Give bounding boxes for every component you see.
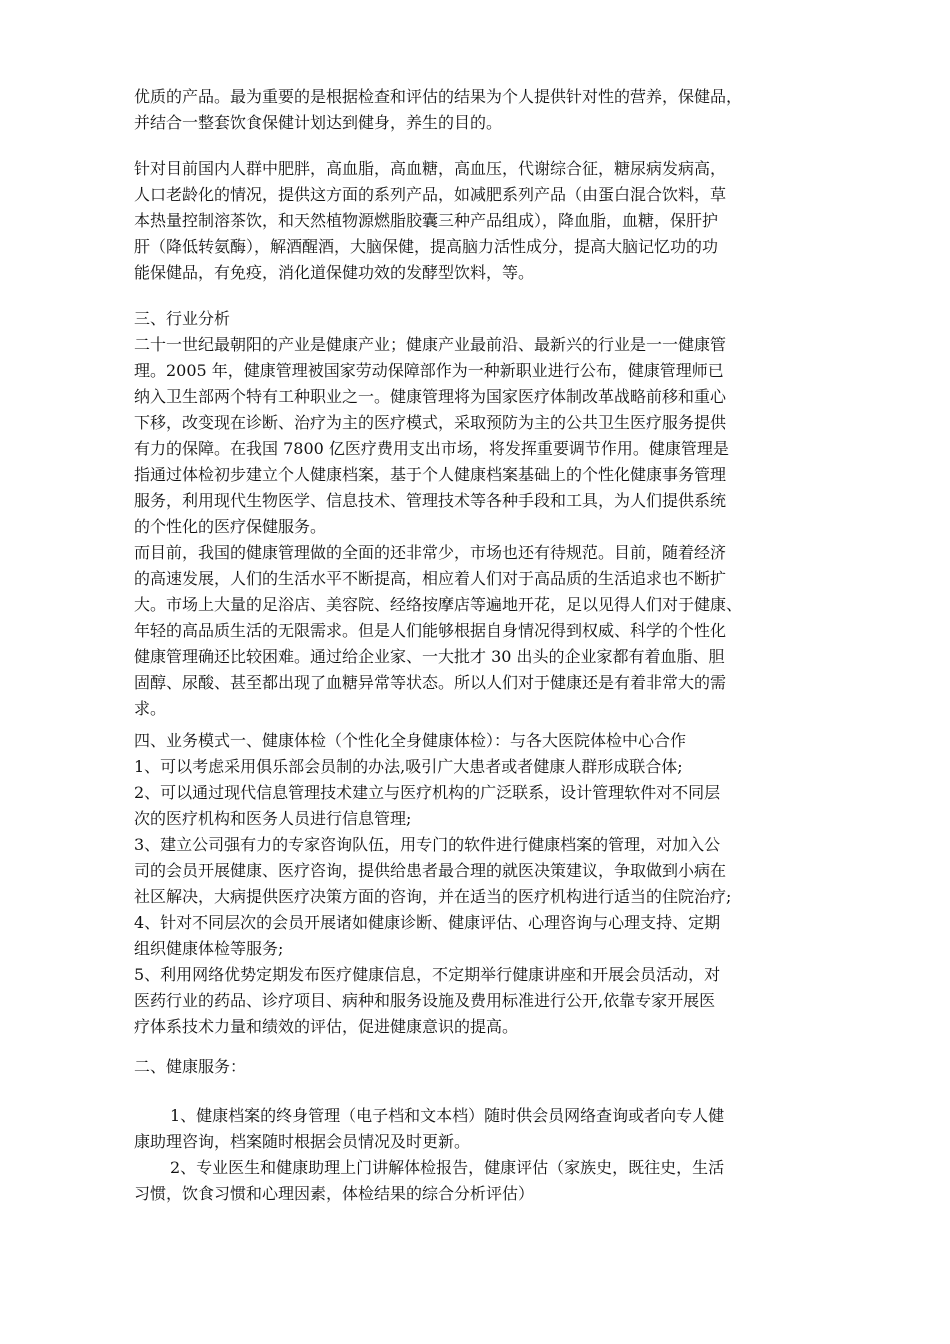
industry-section [134,306,854,722]
text-line: 优质的产品。最为重要的是根据检查和评估的结果为个人提供针对性的营养，保健品， [134,87,743,106]
text-line: 社区解决，大病提供医疗决策方面的咨询，并在适当的医疗机构进行适当的住院治疗; [134,887,732,906]
text-line: 司的会员开展健康、医疗咨询，提供给患者最合理的就医决策建议，争取做到小病在 [134,861,727,880]
text-line: 习惯，饮食习惯和心理因素，体检结果的综合分析评估） [134,1184,535,1203]
text-line: 疗体系技术力量和绩效的评估，促进健康意识的提高。 [134,1017,519,1036]
text-line: 的个性化的医疗保健服务。 [134,517,327,536]
intro-paragraph [134,84,854,136]
text-line: 服务，利用现代生物医学、信息技术、管理技术等各种手段和工具，为人们提供系统 [134,491,727,510]
section-heading: 四、业务模式一、健康体检（个性化全身健康体检）：与各大医院体检中心合作 [134,731,687,750]
text-line: 下移，改变现在诊断、治疗为主的医疗模式，采取预防为主的公共卫生医疗服务提供 [134,413,727,432]
list-item: 5、利用网络优势定期发布医疗健康信息，不定期举行健康讲座和开展会员活动，对 [134,965,721,984]
text-line: 的高速发展，人们的生活水平不断提高，相应着人们对于高品质的生活追求也不断扩 [134,569,727,588]
list-item: 2、专业医生和健康助理上门讲解体检报告，健康评估（家族史，既往史，生活 [170,1158,725,1177]
products-paragraph [134,156,854,286]
list-item: 1、可以考虑采用俱乐部会员制的办法,吸引广大患者或者健康人群形成联合体; [134,757,683,776]
text-line: 并结合一整套饮食保健计划达到健身，养生的目的。 [134,113,503,132]
text-line: 针对目前国内人群中肥胖，高血脂，高血糖，高血压，代谢综合征，糖尿病发病高， [134,159,727,178]
section-heading: 三、行业分析 [134,309,231,328]
list-item: 2、可以通过现代信息管理技术建立与医疗机构的广泛联系，设计管理软件对不同层 [134,783,721,802]
section-heading: 二、健康服务： [134,1057,247,1076]
text-line: 本热量控制溶茶饮，和天然植物源燃脂胶囊三种产品组成），降血脂，血糖，保肝护 [134,211,719,230]
text-line: 年轻的高品质生活的无限需求。但是人们能够根据自身情况得到权威、科学的个性化 [134,621,727,640]
text-line: 而目前，我国的健康管理做的全面的还非常少，市场也还有待规范。目前，随着经济 [134,543,727,562]
text-line: 固醇、尿酸、甚至都出现了血糖异常等状态。所以人们对于健康还是有着非常大的需 [134,673,727,692]
list-item: 4、针对不同层次的会员开展诸如健康诊断、健康评估、心理咨询与心理支持、定期 [134,913,721,932]
text-line: 纳入卫生部两个特有工种职业之一。健康管理将为国家医疗体制改革战略前移和重心 [134,387,727,406]
text-line: 次的医疗机构和医务人员进行信息管理; [134,809,412,828]
text-line: 求。 [134,699,167,718]
text-line: 指通过体检初步建立个人健康档案，基于个人健康档案基础上的个性化健康事务管理 [134,465,727,484]
text-line: 二十一世纪最朝阳的产业是健康产业；健康产业最前沿、最新兴的行业是一一健康管 [134,335,727,354]
text-line: 组织健康体检等服务; [134,939,284,958]
text-line: 能保健品，有免疫，消化道保健功效的发酵型饮料，等。 [134,263,535,282]
text-line: 肝（降低转氨酶），解酒醒酒，大脑保健，提高脑力活性成分，提高大脑记忆功的功 [134,237,719,256]
text-line: 理。2005 年，健康管理被国家劳动保障部作为一种新职业进行公布，健康管理师已 [134,361,724,380]
text-line: 健康管理确还比较困难。通过给企业家、一大批才 30 出头的企业家都有着血脂、胆 [134,647,725,666]
list-item: 3、建立公司强有力的专家咨询队伍，用专门的软件进行健康档案的管理，对加入公 [134,835,721,854]
text-line: 人口老龄化的情况，提供这方面的系列产品，如减肥系列产品（由蛋白混合饮料，草 [134,185,727,204]
list-item: 1、健康档案的终身管理（电子档和文本档）随时供会员网络查询或者向专人健 [170,1106,725,1125]
services-heading-block [134,1054,854,1080]
text-line: 大。市场上大量的足浴店、美容院、经络按摩店等遍地开花，足以见得人们对于健康、 [134,595,743,614]
text-line: 有力的保障。在我国 7800 亿医疗费用支出市场，将发挥重要调节作用。健康管理是 [134,439,729,458]
text-line: 医药行业的药品、诊疗项目、病种和服务设施及费用标准进行公开,依靠专家开展医 [134,991,716,1010]
business-section [134,728,854,1040]
text-line: 康助理咨询，档案随时根据会员情况及时更新。 [134,1132,471,1151]
services-list [134,1103,854,1207]
